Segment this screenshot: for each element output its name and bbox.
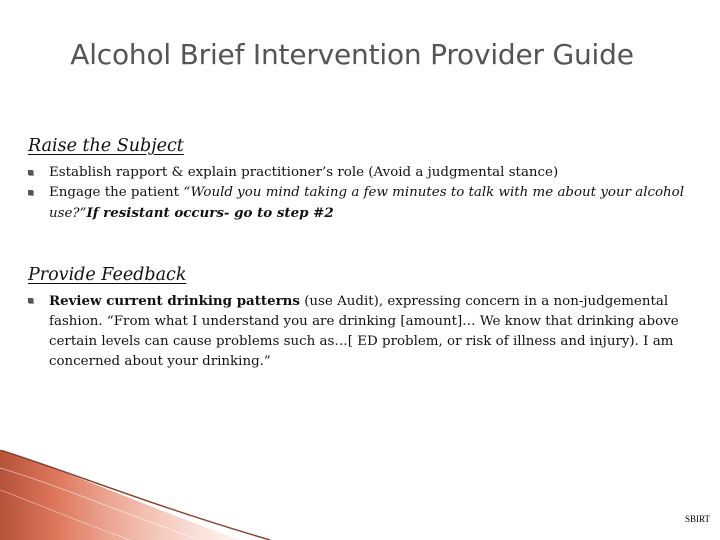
square-bullet-icon — [28, 190, 33, 195]
bullet-text: (use Audit), expressing concern in a non-judgemental fashion. “From what I understand you are drinking [amount]… We know that drinking above certain levels can cause problems such as…[ ED problem, or risk of illness and injury). I am concerned about your drinking.” — [49, 294, 679, 369]
resistance-note: If resistant occurs- go to step #2 — [86, 205, 334, 221]
list-item — [28, 163, 692, 183]
footer-tag: SBIRT — [685, 514, 710, 524]
square-bullet-icon — [28, 298, 33, 303]
wave-fill — [0, 450, 240, 540]
corner-wave-decoration — [0, 450, 720, 540]
square-bullet-icon — [28, 170, 33, 175]
provide-feedback-list — [28, 291, 692, 372]
slide-title: Alcohol Brief Intervention Provider Guide — [70, 38, 634, 71]
bullet-text: Engage the patient — [49, 185, 184, 200]
raise-subject-list — [28, 163, 692, 224]
example-quote: “Would you mind taking a few minutes to talk with me about your alcohol use?” — [49, 185, 685, 221]
raise-subject-heading: Raise the Subject — [28, 136, 184, 156]
bullet-emphasis: Review current drinking patterns — [49, 293, 300, 309]
list-item — [28, 183, 692, 224]
provide-feedback-heading: Provide Feedback — [28, 265, 187, 285]
bullet-text: Establish rapport & explain practitioner’s role (Avoid a judgmental stance) — [49, 165, 559, 180]
list-item — [28, 291, 692, 372]
